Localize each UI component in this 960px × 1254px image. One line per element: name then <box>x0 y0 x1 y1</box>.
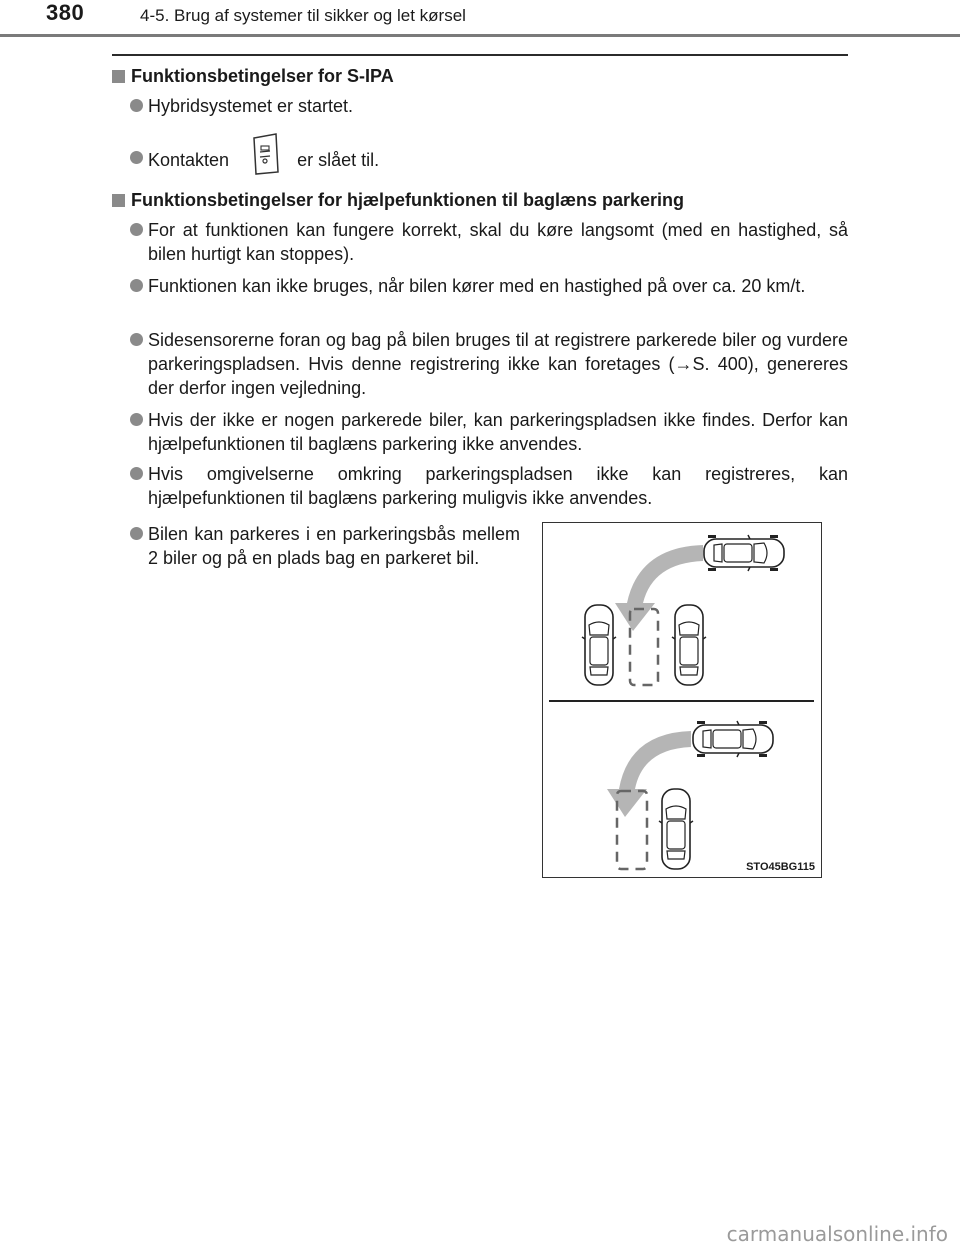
parking-assist-switch-icon <box>248 132 282 176</box>
round-bullet-icon <box>130 99 143 112</box>
parking-diagram <box>543 523 820 876</box>
header-rule <box>0 34 960 37</box>
bottom-scene-moving-car <box>693 721 773 757</box>
bullet-hybrid-started <box>130 94 848 118</box>
round-bullet-icon <box>130 151 143 164</box>
bullet-drive-slowly <box>130 218 848 266</box>
bullet-no-parked-cars <box>130 408 848 456</box>
round-bullet-icon <box>130 333 143 346</box>
top-scene-moving-car <box>704 535 784 571</box>
figure-code: STO45BG115 <box>746 861 815 873</box>
parking-illustration <box>542 522 822 878</box>
bullet-text: Bilen kan parkeres i en parkeringsbås mellem 2 biler og på en plads bag en parkeret bil. <box>148 524 520 568</box>
chapter-title: 4-5. Brug af systemer til sikker og let kørsel <box>140 6 466 25</box>
bullet-parking-spaces <box>130 522 520 570</box>
round-bullet-icon <box>130 527 143 540</box>
top-scene-parked-car-right <box>672 605 706 685</box>
bullet-text: For at funktionen kan fungere korrekt, skal du køre langsomt (med en hastighed, så bilen hurtigt kan stoppes). <box>148 220 848 264</box>
heading-text: Funktionsbetingelser for S-IPA <box>131 66 394 86</box>
heading-reverse-parking-conditions <box>112 190 684 211</box>
bullet-text-after: er slået til. <box>297 149 380 170</box>
bullet-text: Sidesensorerne foran og bag på bilen bruges til at registrere parkerede biler og vurdere parkeringspladsen. Hvis denne registrering ikke kan foretages (→S. 400), genereres der derfor ingen vejledning. <box>148 330 848 398</box>
watermark: carmanualsonline.info <box>726 1222 948 1246</box>
round-bullet-icon <box>130 223 143 236</box>
bottom-scene-parked-car <box>659 789 693 869</box>
bullet-side-sensors <box>130 328 848 400</box>
bullet-text: Hvis omgivelserne omkring parkeringspladsen ikke kan registreres, kan hjælpefunktionen til baglæns parkering muligvis ikke anvendes. <box>148 464 848 508</box>
bullet-surroundings <box>130 462 848 510</box>
bullet-text: Hvis der ikke er nogen parkerede biler, kan parkeringspladsen ikke findes. Derfor kan hjælpefunktionen til baglæns parkering ikke anvendes. <box>148 410 848 454</box>
top-scene-parked-car-left <box>582 605 616 685</box>
bullet-text: Hybridsystemet er startet. <box>148 96 354 116</box>
bullet-text: Funktionen kan ikke bruges, når bilen kører med en hastighed på over ca. 20 km/t. <box>148 276 806 296</box>
square-bullet-icon <box>112 70 125 83</box>
bullet-speed-limit <box>130 274 848 298</box>
round-bullet-icon <box>130 279 143 292</box>
heading-text: Funktionsbetingelser for hjælpefunktionen til baglæns parkering <box>131 190 685 210</box>
square-bullet-icon <box>112 194 125 207</box>
round-bullet-icon <box>130 413 143 426</box>
heading-s-ipa-conditions <box>112 66 394 87</box>
section-rule <box>112 54 848 56</box>
page-number: 380 <box>46 0 85 25</box>
bullet-switch-on <box>130 146 848 176</box>
round-bullet-icon <box>130 467 143 480</box>
bullet-text-before: Kontakten <box>148 149 230 170</box>
